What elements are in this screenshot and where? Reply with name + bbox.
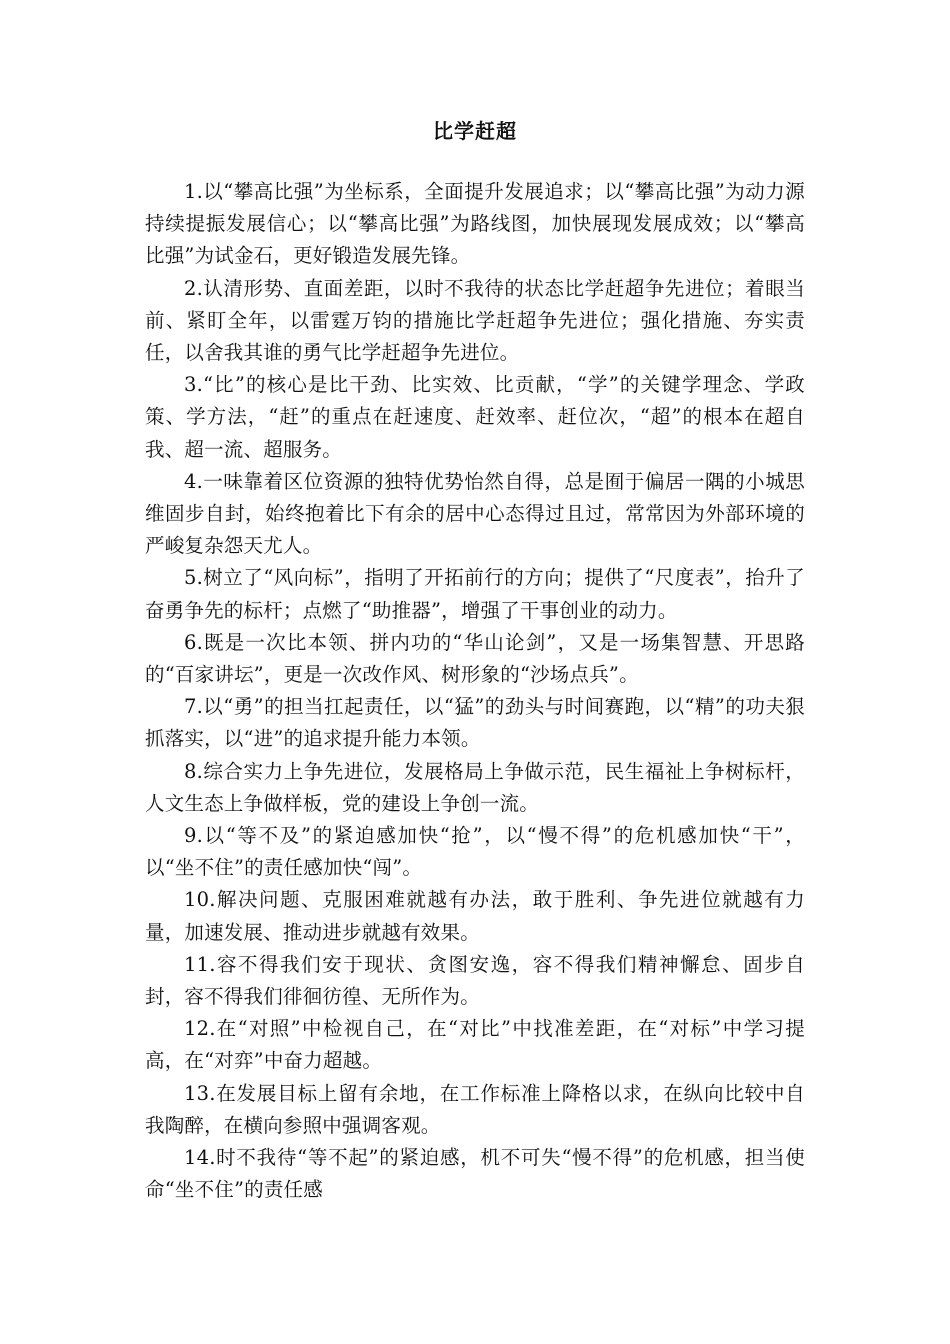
- paragraph-2: 2.认清形势、直面差距，以时不我待的状态比学赶超争先进位；着眼当前、紧盯全年，以雷霆万钧的措施比学赶超争先进位；强化措施、夯实责任，以舍我其谁的勇气比学赶超争先进位。: [145, 276, 805, 365]
- paragraph-5: 5.树立了“风向标”，指明了开拓前行的方向；提供了“尺度表”，抬升了奋勇争先的标杆；点燃了“助推器”，增强了干事创业的动力。: [145, 566, 805, 622]
- paragraph-13: 13.在发展目标上留有余地，在工作标准上降格以求，在纵向比较中自我陶醉，在横向参照中强调客观。: [145, 1081, 805, 1137]
- document-title: 比学赶超: [433, 119, 517, 143]
- document-body: [145, 176, 805, 1207]
- paragraph-9: 9.以“等不及”的紧迫感加快“抢”，以“慢不得”的危机感加快“干”，以“坐不住”的责任感加快“闯”。: [145, 824, 805, 880]
- paragraph-7: 7.以“勇”的担当扛起责任，以“猛”的劲头与时间赛跑，以“精”的功夫狠抓落实，以“进”的追求提升能力本领。: [145, 695, 805, 751]
- paragraph-3: 3.“比”的核心是比干劲、比实效、比贡献，“学”的关键学理念、学政策、学方法，“赶”的重点在赶速度、赶效率、赶位次，“超”的根本在超自我、超一流、超服务。: [145, 373, 805, 461]
- paragraph-10: 10.解决问题、克服困难就越有办法，敢于胜利、争先进位就越有力量，加速发展、推动进步就越有效果。: [145, 888, 805, 944]
- paragraph-6: 6.既是一次比本领、拼内功的“华山论剑”，又是一场集智慧、开思路的“百家讲坛”，更是一次改作风、树形象的“沙场点兵”。: [145, 630, 805, 687]
- paragraph-12: 12.在“对照”中检视自己，在“对比”中找准差距，在“对标”中学习提高，在“对弈”中奋力超越。: [145, 1017, 805, 1073]
- paragraph-11: 11.容不得我们安于现状、贪图安逸，容不得我们精神懈怠、固步自封，容不得我们徘徊彷徨、无所作为。: [145, 952, 805, 1009]
- paragraph-4: 4.一味靠着区位资源的独特优势怡然自得，总是囿于偏居一隅的小城思维固步自封，始终抱着比下有余的居中心态得过且过，常常因为外部环境的严峻复杂怨天尤人。: [145, 469, 805, 558]
- paragraph-8: 8.综合实力上争先进位，发展格局上争做示范，民生福祉上争树标杆，人文生态上争做样板，党的建设上争创一流。: [145, 759, 805, 815]
- paragraph-14: 14.时不我待“等不起”的紧迫感，机不可失“慢不得”的危机感，担当使命“坐不住”的责任感: [145, 1146, 805, 1202]
- paragraph-1: 1.以“攀高比强”为坐标系，全面提升发展追求；以“攀高比强”为动力源持续提振发展信心；以“攀高比强”为路线图，加快展现发展成效；以“攀高比强”为试金石，更好锻造发展先锋。: [145, 180, 805, 268]
